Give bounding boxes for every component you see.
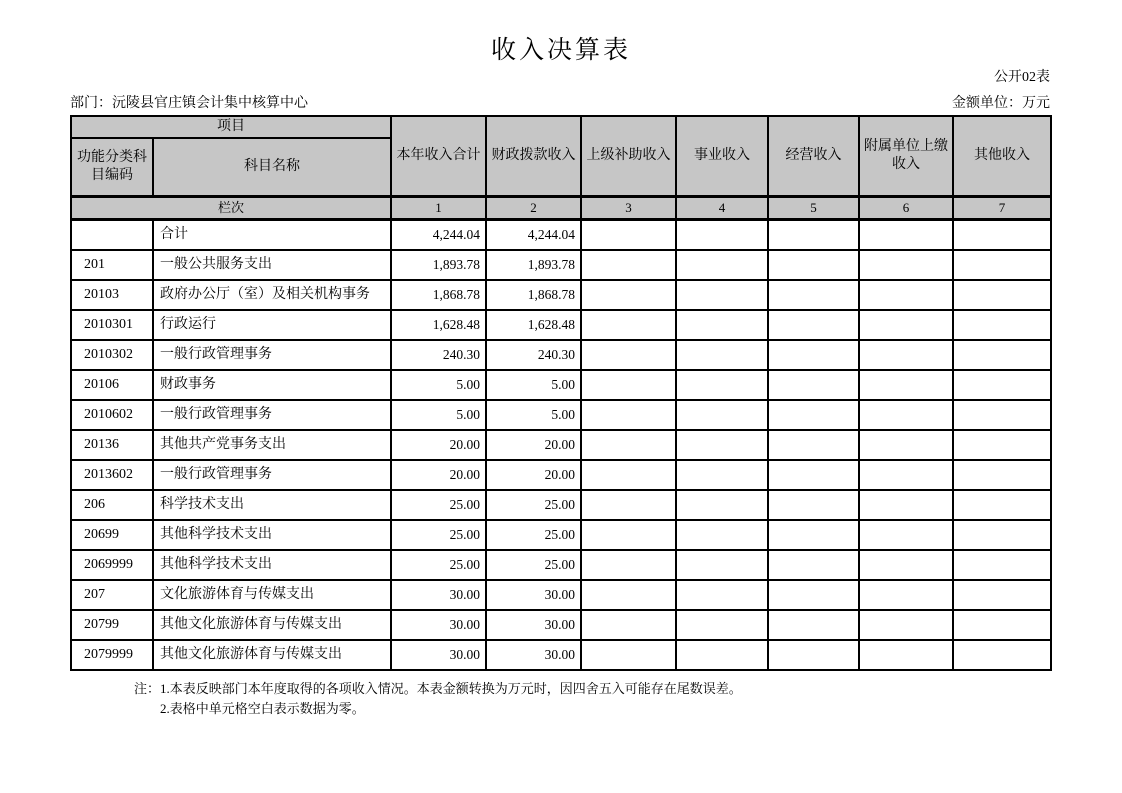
cell-value-col7: [953, 430, 1051, 460]
table-row: [71, 460, 1051, 490]
cell-value-col2: 30.00: [486, 610, 581, 640]
cell-subject-name: 一般行政管理事务: [153, 460, 391, 490]
cell-value-col3: [581, 580, 676, 610]
header-row-project: [71, 116, 1051, 138]
department-label: 部门：沅陵县官庄镇会计集中核算中心: [70, 96, 308, 111]
cell-subject-name: 政府办公厅（室）及相关机构事务: [153, 280, 391, 310]
cell-value-col1: 25.00: [391, 520, 486, 550]
cell-value-col7: [953, 490, 1051, 520]
cell-subject-name: 文化旅游体育与传媒支出: [153, 580, 391, 610]
table-body: [71, 220, 1051, 671]
cell-value-col1: 20.00: [391, 430, 486, 460]
cell-code: 20136: [71, 430, 153, 460]
table-row: [71, 640, 1051, 670]
cell-code: 2013602: [71, 460, 153, 490]
column-number-3: 3: [581, 197, 676, 220]
cell-subject-name: 其他文化旅游体育与传媒支出: [153, 610, 391, 640]
name-header: 科目名称: [153, 138, 391, 197]
cell-subject-name: 行政运行: [153, 310, 391, 340]
cell-value-col6: [859, 250, 953, 280]
cell-value-col4: [676, 550, 768, 580]
cell-value-col1: 30.00: [391, 580, 486, 610]
cell-value-col6: [859, 280, 953, 310]
cell-code: 2069999: [71, 550, 153, 580]
cell-value-col6: [859, 580, 953, 610]
cell-value-col5: [768, 640, 859, 670]
cell-value-col7: [953, 640, 1051, 670]
cell-subject-name: 其他文化旅游体育与传媒支出: [153, 640, 391, 670]
cell-value-col5: [768, 400, 859, 430]
col-header-superior-subsidy: 上级补助收入: [581, 116, 676, 197]
cell-value-col6: [859, 520, 953, 550]
cell-value-col1: 240.30: [391, 340, 486, 370]
cell-code: 20699: [71, 520, 153, 550]
cell-value-col6: [859, 640, 953, 670]
column-number-4: 4: [676, 197, 768, 220]
table-row: [71, 430, 1051, 460]
cell-value-col4: [676, 310, 768, 340]
col-header-business-income: 事业收入: [676, 116, 768, 197]
cell-code: 2010302: [71, 340, 153, 370]
cell-code: 207: [71, 580, 153, 610]
footnote-line-2: [160, 699, 1050, 719]
cell-value-col5: [768, 580, 859, 610]
cell-value-col4: [676, 280, 768, 310]
cell-value-col3: [581, 400, 676, 430]
cell-value-col5: [768, 220, 859, 251]
footnote-text-2: 2.表格中单元格空白表示数据为零。: [160, 701, 365, 716]
cell-value-col1: 5.00: [391, 400, 486, 430]
meta-row: [70, 95, 1050, 112]
cell-value-col6: [859, 430, 953, 460]
cell-value-col4: [676, 370, 768, 400]
footnote-line-1: [134, 679, 1050, 699]
cell-code: 20106: [71, 370, 153, 400]
cell-value-col2: 25.00: [486, 520, 581, 550]
footnote-label: 注：: [134, 681, 161, 696]
cell-value-col3: [581, 310, 676, 340]
cell-value-col1: 25.00: [391, 490, 486, 520]
table-row: [71, 310, 1051, 340]
cell-value-col3: [581, 250, 676, 280]
cell-code: 20799: [71, 610, 153, 640]
cell-value-col2: 5.00: [486, 400, 581, 430]
cell-value-col2: 4,244.04: [486, 220, 581, 251]
cell-subject-name: 其他科学技术支出: [153, 520, 391, 550]
cell-value-col1: 1,868.78: [391, 280, 486, 310]
cell-value-col3: [581, 550, 676, 580]
cell-value-col2: 30.00: [486, 580, 581, 610]
cell-code: 2079999: [71, 640, 153, 670]
table-row: [71, 610, 1051, 640]
table-row: [71, 250, 1051, 280]
cell-code: 2010301: [71, 310, 153, 340]
col-header-fiscal-appropriation: 财政拨款收入: [486, 116, 581, 197]
cell-value-col4: [676, 580, 768, 610]
report-content: [70, 69, 1050, 719]
cell-value-col5: [768, 460, 859, 490]
cell-value-col3: [581, 370, 676, 400]
page-title: 收入决算表: [490, 37, 631, 64]
col-header-other-income: 其他收入: [953, 116, 1051, 197]
cell-value-col7: [953, 340, 1051, 370]
cell-value-col7: [953, 610, 1051, 640]
cell-value-col5: [768, 310, 859, 340]
rank-label: 栏次: [71, 197, 391, 220]
table-row: [71, 340, 1051, 370]
cell-value-col1: 30.00: [391, 640, 486, 670]
column-number-2: 2: [486, 197, 581, 220]
cell-value-col6: [859, 220, 953, 251]
cell-value-col7: [953, 400, 1051, 430]
cell-value-col2: 1,893.78: [486, 250, 581, 280]
cell-value-col6: [859, 610, 953, 640]
cell-value-col7: [953, 310, 1051, 340]
income-table: [70, 115, 1052, 671]
table-row: [71, 490, 1051, 520]
cell-value-col6: [859, 400, 953, 430]
cell-value-col2: 1,628.48: [486, 310, 581, 340]
table-row: [71, 370, 1051, 400]
cell-value-col4: [676, 220, 768, 251]
cell-value-col5: [768, 430, 859, 460]
cell-code: [71, 220, 153, 251]
column-number-1: 1: [391, 197, 486, 220]
cell-value-col6: [859, 460, 953, 490]
table-row: [71, 580, 1051, 610]
cell-value-col7: [953, 550, 1051, 580]
table-row: [71, 280, 1051, 310]
cell-value-col6: [859, 550, 953, 580]
column-number-7: 7: [953, 197, 1051, 220]
cell-value-col5: [768, 280, 859, 310]
column-number-5: 5: [768, 197, 859, 220]
cell-value-col4: [676, 640, 768, 670]
cell-value-col2: 1,868.78: [486, 280, 581, 310]
cell-value-col7: [953, 280, 1051, 310]
cell-value-col4: [676, 460, 768, 490]
cell-subject-name: 一般行政管理事务: [153, 400, 391, 430]
cell-value-col2: 30.00: [486, 640, 581, 670]
cell-value-col5: [768, 370, 859, 400]
cell-value-col3: [581, 280, 676, 310]
form-code-label: 公开02表: [994, 70, 1050, 85]
cell-value-col5: [768, 250, 859, 280]
cell-value-col7: [953, 520, 1051, 550]
cell-value-col6: [859, 310, 953, 340]
cell-value-col7: [953, 370, 1051, 400]
cell-value-col6: [859, 370, 953, 400]
cell-subject-name: 财政事务: [153, 370, 391, 400]
cell-code: 2010602: [71, 400, 153, 430]
cell-value-col4: [676, 490, 768, 520]
col-header-operating-income: 经营收入: [768, 116, 859, 197]
cell-value-col1: 1,628.48: [391, 310, 486, 340]
cell-value-col5: [768, 520, 859, 550]
cell-value-col4: [676, 250, 768, 280]
cell-value-col3: [581, 640, 676, 670]
cell-value-col5: [768, 550, 859, 580]
cell-value-col1: 1,893.78: [391, 250, 486, 280]
table-header: [71, 116, 1051, 220]
cell-value-col5: [768, 490, 859, 520]
table-row: [71, 520, 1051, 550]
cell-value-col2: 25.00: [486, 550, 581, 580]
cell-value-col7: [953, 580, 1051, 610]
cell-value-col1: 20.00: [391, 460, 486, 490]
cell-value-col1: 30.00: [391, 610, 486, 640]
col-header-subsidiary-remittance: 附属单位上缴收入: [859, 116, 953, 197]
cell-subject-name: 其他共产党事务支出: [153, 430, 391, 460]
cell-value-col3: [581, 220, 676, 251]
cell-value-col5: [768, 340, 859, 370]
footnote-text-1: 1.本表反映部门本年度取得的各项收入情况。本表金额转换为万元时，因四舍五入可能存在尾数误差。: [160, 681, 742, 696]
cell-value-col2: 240.30: [486, 340, 581, 370]
cell-value-col4: [676, 610, 768, 640]
cell-value-col6: [859, 340, 953, 370]
code-header: 功能分类科目编码: [71, 138, 153, 197]
cell-value-col1: 25.00: [391, 550, 486, 580]
cell-value-col7: [953, 220, 1051, 251]
cell-value-col2: 20.00: [486, 460, 581, 490]
cell-value-col5: [768, 610, 859, 640]
cell-subject-name: 一般行政管理事务: [153, 340, 391, 370]
cell-subject-name: 一般公共服务支出: [153, 250, 391, 280]
cell-value-col3: [581, 430, 676, 460]
column-number-6: 6: [859, 197, 953, 220]
table-row: [71, 400, 1051, 430]
cell-value-col1: 5.00: [391, 370, 486, 400]
cell-value-col3: [581, 460, 676, 490]
cell-value-col7: [953, 460, 1051, 490]
cell-value-col2: 20.00: [486, 430, 581, 460]
cell-code: 206: [71, 490, 153, 520]
cell-value-col3: [581, 520, 676, 550]
cell-value-col2: 25.00: [486, 490, 581, 520]
footnotes: [134, 679, 1050, 719]
table-row: [71, 220, 1051, 251]
cell-subject-name: 科学技术支出: [153, 490, 391, 520]
cell-value-col4: [676, 340, 768, 370]
cell-value-col1: 4,244.04: [391, 220, 486, 251]
cell-value-col3: [581, 610, 676, 640]
header-row-rank: [71, 197, 1051, 220]
cell-code: 20103: [71, 280, 153, 310]
cell-value-col3: [581, 340, 676, 370]
col-header-total-income: 本年收入合计: [391, 116, 486, 197]
cell-value-col4: [676, 520, 768, 550]
cell-subject-name: 合计: [153, 220, 391, 251]
project-header: 项目: [71, 116, 391, 138]
unit-label: 金额单位：万元: [952, 96, 1050, 111]
cell-value-col7: [953, 250, 1051, 280]
cell-value-col4: [676, 430, 768, 460]
cell-value-col3: [581, 490, 676, 520]
cell-subject-name: 其他科学技术支出: [153, 550, 391, 580]
cell-code: 201: [71, 250, 153, 280]
cell-value-col2: 5.00: [486, 370, 581, 400]
table-row: [71, 550, 1051, 580]
cell-value-col6: [859, 490, 953, 520]
cell-value-col4: [676, 400, 768, 430]
